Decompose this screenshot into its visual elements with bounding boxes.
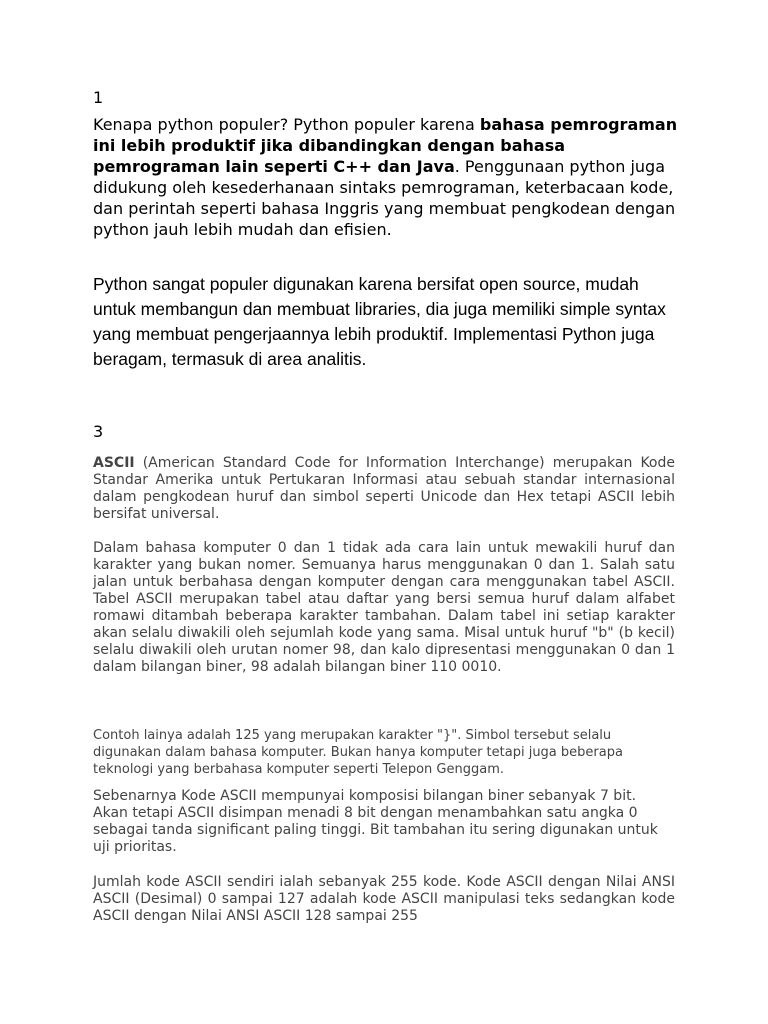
paragraph-ascii-definition: [93, 455, 675, 523]
paragraph-ascii-count: Jumlah kode ASCII sendiri ialah sebanyak 255 kode. Kode ASCII dengan Nilai ANSI ASCII (Desimal) 0 sampai 127 adalah kode ASCII manipulasi teks sedangkan kode ASCII dengan Nilai ANSI ASCII 128 sampai 255: [93, 874, 675, 924]
paragraph-continuation: . Penggunaan python juga didukung oleh kesederhanaan sintaks pemrograman, keterbacaan kode, dan perintah seperti bahasa Inggris yang membuat pengkodean dengan python jauh lebih mudah dan efisien.: [93, 157, 676, 239]
paragraph-intro: Kenapa python populer? Python populer karena: [93, 115, 480, 134]
paragraph-python-open-source: Python sangat populer digunakan karena bersifat open source, mudah untuk membangun dan membuat libraries, dia juga memiliki simple syntax yang membuat pengerjaannya lebih produktif. Implementasi Python juga beragam, termasuk di area analitis.: [93, 274, 666, 369]
ascii-bold-term: ASCII: [93, 455, 135, 471]
ascii-definition-text: (American Standard Code for Information Interchange) merupakan Kode Standar Amerika untuk Pertukaran Informasi atau sebuah standar internasional dalam pengkodean huruf dan simbol seperti Unicode dan Hex tetapi ASCII lebih bersifat universal.: [93, 455, 675, 522]
section-number-3: 3: [93, 422, 104, 441]
section-number-1: 1: [93, 88, 104, 107]
paragraph-example-125: Contoh lainya adalah 125 yang merupakan karakter "}". Simbol tersebut selalu digunakan dalam bahasa komputer. Bukan hanya komputer tetapi juga beberapa teknologi yang berbahasa komputer seperti Telepon Genggam.: [93, 728, 623, 777]
paragraph-ascii-bits: Sebenarnya Kode ASCII mempunyai komposisi bilangan biner sebanyak 7 bit. Akan tetapi ASCII disimpan menadi 8 bit dengan menambahkan satu angka 0 sebagai tanda significant paling tinggi. Bit tambahan itu sering digunakan untuk uji prioritas.: [93, 788, 658, 855]
paragraph-binary-representation: Dalam bahasa komputer 0 dan 1 tidak ada cara lain untuk mewakili huruf dan karakter yang bukan nomer. Semuanya harus menggunakan 0 dan 1. Salah satu jalan untuk berbahasa dengan komputer dengan cara menggunakan tabel ASCII. Tabel ASCII merupakan tabel atau daftar yang bersi semua huruf dalam alfabet romawi ditambah beberapa karakter tambahan. Dalam tabel ini setiap karakter akan selalu diwakili oleh sejumlah kode yang sama. Misal untuk huruf "b" (b kecil) selalu diwakili oleh urutan nomer 98, dan kalo dipresentasi menggunakan 0 dan 1 dalam bilangan biner, 98 adalah bilangan biner 110 0010.: [93, 540, 675, 675]
paragraph-python-popular: [93, 114, 683, 240]
paragraph-bold-phrase: bahasa pemrograman ini lebih produktif jika dibandingkan dengan bahasa pemrograman lain seperti C++ dan Java: [93, 115, 678, 176]
